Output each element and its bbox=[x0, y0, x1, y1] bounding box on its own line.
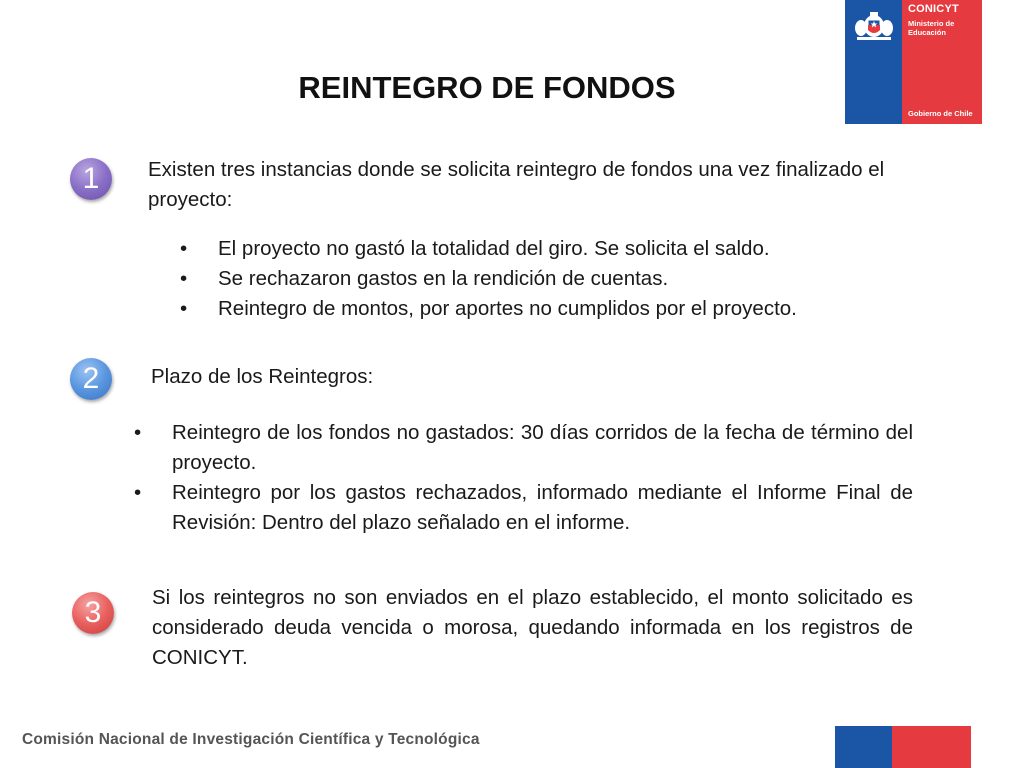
step-2-badge: 2 bbox=[70, 358, 112, 400]
logo-ministry-line1: Ministerio de bbox=[908, 19, 955, 28]
list-item: • Se rechazaron gastos en la rendición de cuentas. bbox=[180, 264, 960, 294]
footer-flag-stripe bbox=[835, 726, 971, 768]
flag-red-block bbox=[892, 726, 971, 768]
section-1-bullets bbox=[180, 234, 960, 324]
chile-coat-of-arms-icon bbox=[853, 6, 895, 42]
section-2-intro: Plazo de los Reintegros: bbox=[151, 365, 374, 388]
flag-blue-block bbox=[835, 726, 892, 768]
step-1-badge: 1 bbox=[70, 158, 112, 200]
section-3-text: Si los reintegros no son enviados en el plazo establecido, el monto solicitado es considerado deuda vencida o morosa, quedando informada en los registros de CONICYT. bbox=[152, 586, 913, 669]
list-item: • Reintegro de los fondos no gastados: 30 días corridos de la fecha de término del proyecto. bbox=[134, 418, 913, 478]
section-2-bullets bbox=[134, 418, 913, 538]
logo-government: Gobierno de Chile bbox=[908, 109, 973, 118]
logo-ministry-line2: Educación bbox=[908, 28, 946, 37]
list-item: • Reintegro de montos, por aportes no cumplidos por el proyecto. bbox=[180, 294, 960, 324]
logo-brand: CONICYT bbox=[908, 3, 959, 15]
list-item: • El proyecto no gastó la totalidad del giro. Se solicita el saldo. bbox=[180, 234, 960, 264]
footer-organization: Comisión Nacional de Investigación Científica y Tecnológica bbox=[22, 731, 480, 748]
section-1-intro: Existen tres instancias donde se solicita reintegro de fondos una vez finalizado el proyecto: bbox=[148, 158, 885, 211]
slide-title: REINTEGRO DE FONDOS bbox=[298, 70, 676, 105]
logo-ministry bbox=[908, 19, 954, 37]
list-item: • Reintegro por los gastos rechazados, informado mediante el Informe Final de Revisión: Dentro del plazo señalado en el informe. bbox=[134, 478, 913, 538]
step-3-badge: 3 bbox=[72, 592, 114, 634]
